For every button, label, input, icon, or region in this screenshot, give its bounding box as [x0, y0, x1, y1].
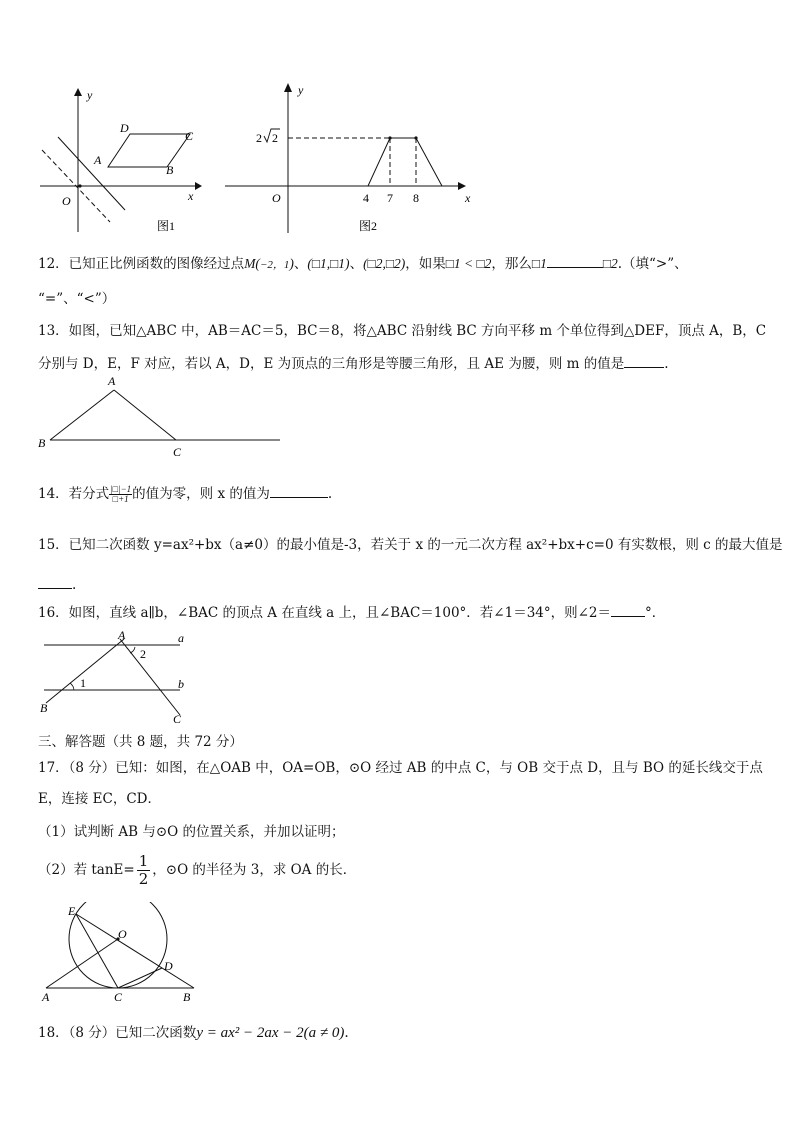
fig2-axis-x: x — [465, 191, 471, 205]
fig16-point-b: B — [40, 701, 48, 715]
q17-sub2-pre: （2）若 tanE= — [38, 862, 135, 878]
fig2-ylabel-coef: 2 — [256, 131, 262, 145]
q13-answer-blank[interactable] — [624, 353, 664, 368]
question-17-line-2: E，连接 EC，CD． — [38, 791, 161, 807]
q17-frac-den: 2 — [138, 870, 149, 888]
q12-cond-a: ，如果 — [405, 256, 446, 272]
fig2-caption: 图2 — [359, 219, 378, 233]
fig1-point-d: D — [120, 121, 129, 135]
fig17-point-o: O — [118, 927, 127, 941]
q16-text: 16．如图，直线 a∥b，∠BAC 的顶点 A 在直线 a 上，且∠BAC＝100°．若∠1＝34°，则∠2＝ — [38, 605, 612, 621]
q14-answer-blank[interactable] — [270, 483, 328, 498]
q14-frac-num: |□|−1 — [110, 484, 132, 494]
fig16-angle-2: 2 — [140, 647, 146, 661]
question-14 — [38, 483, 332, 504]
fig1-point-c: C — [185, 129, 194, 143]
fig1-point-a: A — [94, 153, 102, 167]
q14-post: 的值为零，则 x 的值为 — [132, 486, 270, 502]
fig1-caption: 图1 — [157, 219, 176, 233]
q12-intro: 12．已知正比例函数的图像经过点 — [38, 256, 245, 272]
figure-17 — [36, 902, 206, 1006]
fig17-point-e: E — [68, 904, 76, 918]
question-17-sub-1: （1）试判断 AB 与⊙O 的位置关系，并加以证明； — [38, 824, 345, 840]
q14-fraction — [109, 485, 132, 504]
question-13-line-2 — [38, 353, 669, 373]
fig17-point-d: D — [164, 959, 173, 973]
q12-point-m: M( — [244, 256, 260, 271]
q13-end: . — [664, 356, 669, 372]
fig17-point-b: B — [183, 990, 191, 1004]
q15-answer-blank[interactable] — [38, 574, 72, 589]
q12-point-1: (□1,□1) — [307, 256, 350, 271]
q12-condition: □1 < □2 — [445, 256, 492, 271]
fig2-xtick-4: 4 — [363, 191, 369, 205]
fig1-origin: O — [62, 194, 71, 208]
question-17-sub-2 — [38, 852, 356, 888]
fig2-axis-y: y — [298, 83, 304, 97]
q18-pre: 18．（8 分）已知二次函数 — [38, 1025, 197, 1041]
fig16-line-b: b — [178, 677, 184, 691]
fig2-ylabel-root: 2 — [272, 131, 278, 145]
q12-point-2: (□2,□2) — [363, 256, 406, 271]
q14-end: . — [327, 486, 333, 502]
q16-answer-blank[interactable] — [611, 602, 645, 617]
fig13-point-c: C — [173, 445, 182, 459]
fig13-point-a: A — [108, 374, 116, 388]
q13-text: 分别与 D，E，F 对应，若以 A，D，E 为顶点的三角形是等腰三角形，且 AE 为腰，则 m 的值是 — [38, 356, 625, 372]
q12-paren-close: ) — [289, 256, 294, 271]
fig16-point-a: A — [118, 628, 126, 642]
fig2-origin: O — [272, 191, 281, 205]
fig2-xtick-8: 8 — [413, 191, 419, 205]
q17-fraction — [137, 853, 151, 888]
question-12-line-2: “=”、“<”） — [38, 291, 116, 307]
figure-1 — [30, 82, 210, 237]
q17-sub2-post: ，⊙O 的半径为 3，求 OA 的长． — [152, 862, 357, 878]
q17-frac-num: 1 — [138, 852, 149, 870]
figure-2 — [220, 78, 480, 238]
fig16-point-c: C — [173, 712, 182, 726]
question-17-line-1: 17．（8 分）已知：如图，在△OAB 中，OA=OB，⊙O 经过 AB 的中点 C，与 OB 交于点 D，且与 BO 的延长线交于点 — [38, 760, 763, 776]
q14-frac-den: □+1 — [112, 494, 129, 504]
q12-answer-right: □2 — [602, 256, 618, 271]
q12-sep-1: 、 — [293, 256, 308, 272]
fig1-axis-x: x — [188, 189, 194, 203]
question-13-line-1: 13．如图，已知△ABC 中，AB＝AC＝5，BC＝8，将△ABC 沿射线 BC 方向平移 m 个单位得到△DEF，顶点 A，B，C — [38, 323, 767, 339]
fig1-axis-y: y — [87, 88, 93, 102]
fig13-point-b: B — [38, 436, 46, 450]
fig17-point-a: A — [42, 990, 50, 1004]
fig2-xtick-7: 7 — [387, 191, 393, 205]
q12-sep-2: 、 — [349, 256, 364, 272]
q12-m-coords: −2，1 — [259, 259, 290, 271]
fig17-point-c: C — [114, 990, 123, 1004]
question-12-line-1 — [38, 253, 688, 274]
q14-pre: 14．若分式 — [38, 486, 110, 502]
question-15-line-1: 15．已知二次函数 y=ax²+bx（a≠0）的最小值是-3，若关于 x 的一元二次方程 ax²+bx+c=0 有实数根，则 c 的最大值是 — [38, 537, 783, 553]
question-15-line-2 — [38, 574, 76, 594]
question-16 — [38, 602, 665, 622]
q12-cond-c: ，那么 — [491, 256, 532, 272]
q12-tail: .（填“>”、 — [617, 256, 688, 272]
q18-formula: y = ax² − 2ax − 2(a ≠ 0) — [196, 1025, 345, 1041]
q18-end: . — [344, 1025, 349, 1041]
fig16-angle-1: 1 — [80, 676, 86, 690]
section-3-title: 三、解答题（共 8 题，共 72 分） — [38, 734, 243, 750]
figure-16 — [36, 627, 206, 727]
fig1-point-b: B — [166, 163, 174, 177]
q15-end: . — [72, 577, 77, 593]
figure-13 — [34, 372, 294, 462]
q12-answer-left: □1 — [531, 256, 547, 271]
fig16-line-a: a — [178, 631, 184, 645]
question-18 — [38, 1024, 349, 1042]
q16-end: °． — [645, 605, 666, 621]
q12-answer-blank[interactable] — [547, 253, 603, 268]
